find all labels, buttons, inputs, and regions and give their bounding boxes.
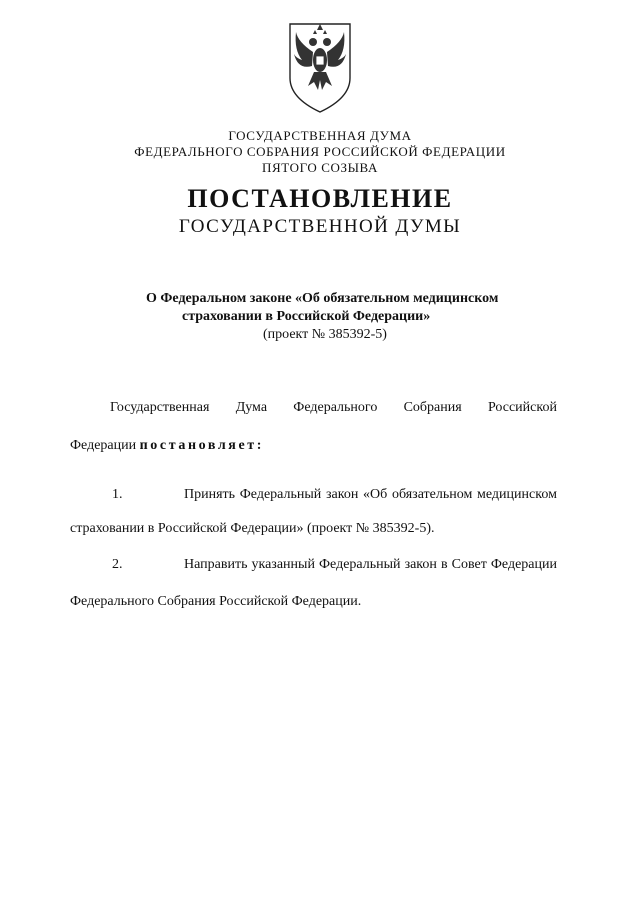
- preamble-line-2: [70, 438, 557, 454]
- header-line-assembly: ФЕДЕРАЛЬНОГО СОБРАНИЯ РОССИЙСКОЙ ФЕДЕРАЦИИ: [134, 144, 506, 159]
- item-1-lead: [70, 487, 235, 503]
- preamble-federation: Федерации: [70, 438, 137, 453]
- item-word: указанный: [251, 557, 315, 572]
- item-word: «Об: [363, 487, 388, 502]
- item-word: обязательном: [391, 487, 473, 502]
- item-1-line-2: страховании в Российской Федерации» (проект № 385392-5).: [70, 521, 435, 536]
- document-title: ПОСТАНОВЛЕНИЕ: [187, 184, 453, 213]
- item-word: Принять: [184, 487, 236, 502]
- preamble-resolves: постановляет:: [139, 438, 265, 453]
- item-1-line-1: [70, 487, 557, 503]
- header-line-convocation: ПЯТОГО СОЗЫВА: [262, 160, 378, 175]
- subject-line-2: страховании в Российской Федерации»: [182, 309, 431, 324]
- item-word: Федеральный: [318, 557, 401, 572]
- preamble-line-1: [70, 400, 557, 416]
- item-2-number: 2.: [112, 557, 123, 572]
- item-2-line-2: Федерального Собрания Российской Федерации.: [70, 594, 362, 609]
- document-subtitle: ГОСУДАРСТВЕННОЙ ДУМЫ: [178, 216, 462, 237]
- russian-coat-of-arms-icon: [284, 20, 356, 116]
- subject-project-number: (проект № 385392-5): [263, 327, 387, 342]
- item-word: Направить: [184, 557, 248, 572]
- item-1-number: 1.: [112, 487, 123, 502]
- document-subject: [146, 290, 546, 344]
- header-line-duma: ГОСУДАРСТВЕННАЯ ДУМА: [228, 128, 412, 143]
- item-word: медицинском: [477, 487, 557, 502]
- preamble-word: Федерального: [293, 400, 378, 415]
- item-word: Федеральный: [239, 487, 322, 502]
- item-word: закон: [325, 487, 359, 502]
- preamble-word: Дума: [235, 400, 268, 415]
- preamble-word: Государственная: [110, 400, 210, 415]
- subject-line-1: О Федеральном законе «Об обязательном медицинском: [146, 291, 499, 306]
- item-word: в: [440, 557, 448, 572]
- preamble-word: Собрания: [403, 400, 462, 415]
- item-word: Федерации: [490, 557, 557, 572]
- item-word: Совет: [451, 557, 487, 572]
- item-word: закон: [404, 557, 437, 572]
- preamble-word: Российской: [487, 400, 557, 415]
- item-2-lead: [70, 557, 247, 573]
- item-2-line-1: [70, 557, 557, 573]
- header-block: [0, 128, 640, 176]
